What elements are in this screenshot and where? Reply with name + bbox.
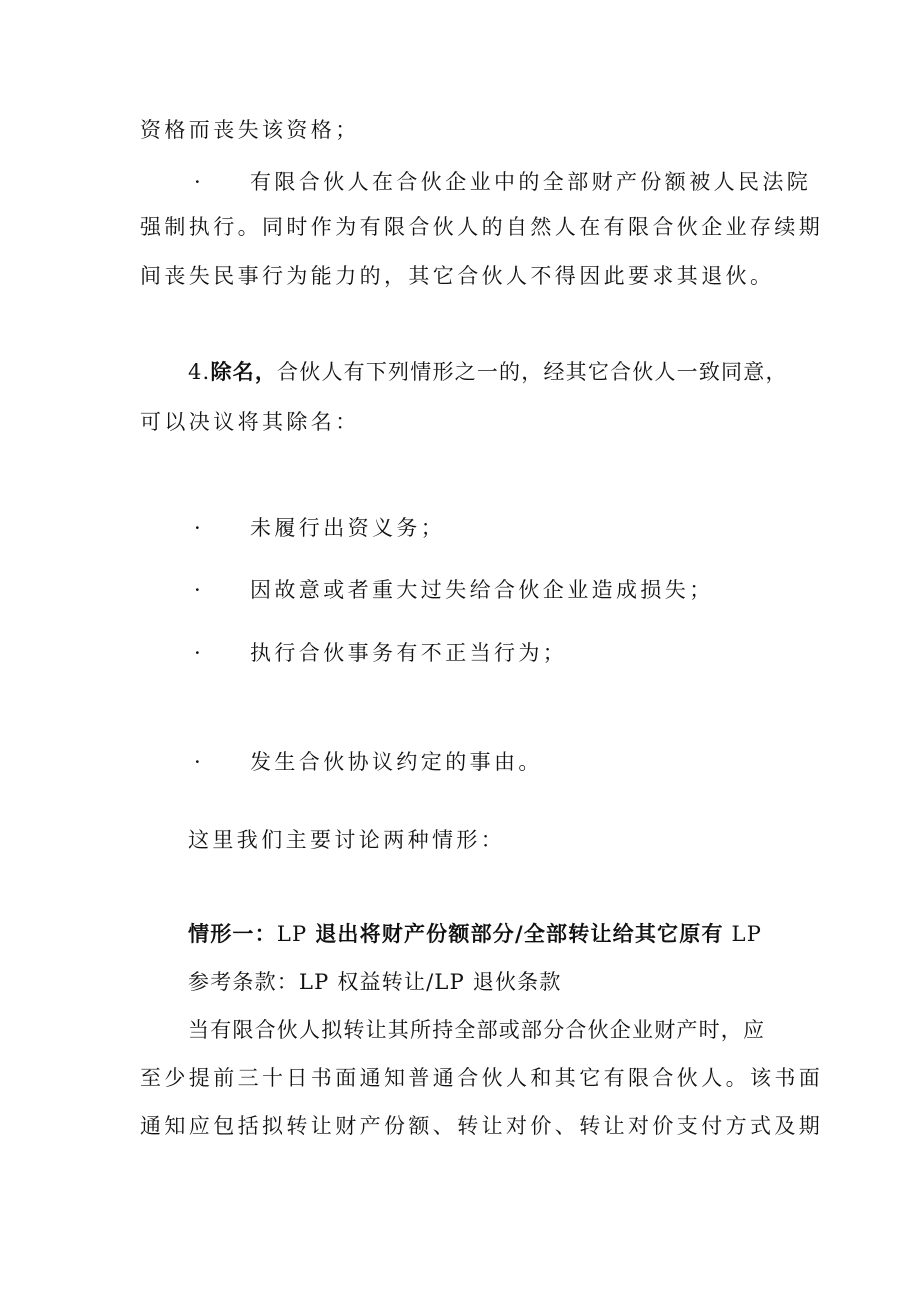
paragraph-line: 通知应包括拟转让财产份额、转让对价、转让对价支付方式及期 xyxy=(140,1114,824,1138)
section-4-heading xyxy=(188,357,788,387)
paragraph-line: 有限合伙人在合伙企业中的全部财产份额被人民法院 xyxy=(250,170,812,194)
bullet-dot: · xyxy=(194,750,201,774)
case-1-heading xyxy=(188,919,762,949)
list-item: 未履行出资义务； xyxy=(250,516,446,540)
case-heading-lp: LP xyxy=(731,922,763,946)
paragraph-line: 当有限合伙人拟转让其所持全部或部分合伙企业财产时，应 xyxy=(188,1018,766,1042)
list-item: 因故意或者重大过失给合伙企业造成损失； xyxy=(250,578,714,602)
case-heading-lp: LP xyxy=(276,922,308,946)
case-heading-label: 情形一： xyxy=(188,921,277,946)
section-title: 除名， xyxy=(210,359,278,384)
list-item: 发生合伙协议约定的事由。 xyxy=(250,750,543,774)
paragraph-line: 至少提前三十日书面通知普通合伙人和其它有限合伙人。该书面 xyxy=(140,1066,824,1090)
list-item: 执行合伙事务有不正当行为； xyxy=(250,641,568,665)
case-heading-text: 退出将财产份额部分/全部转让给其它原有 xyxy=(315,921,724,946)
text-line: 资格而丧失该资格； xyxy=(140,118,360,142)
section-text: 合伙人有下列情形之一的，经其它合伙人一致同意， xyxy=(277,360,788,384)
bullet-dot: · xyxy=(194,516,201,540)
paragraph-line: 可以决议将其除名： xyxy=(140,410,360,434)
reference-line: 参考条款：LP 权益转让/LP 退伙条款 xyxy=(188,970,562,994)
paragraph-line: 这里我们主要讨论两种情形： xyxy=(188,828,506,852)
paragraph-line: 间丧失民事行为能力的，其它合伙人不得因此要求其退伙。 xyxy=(140,264,775,288)
section-number: 4. xyxy=(188,360,211,384)
bullet-dot: · xyxy=(194,641,201,665)
bullet-dot: · xyxy=(194,170,201,194)
bullet-dot: · xyxy=(194,578,201,602)
paragraph-line: 强制执行。同时作为有限合伙人的自然人在有限合伙企业存续期 xyxy=(140,215,824,239)
